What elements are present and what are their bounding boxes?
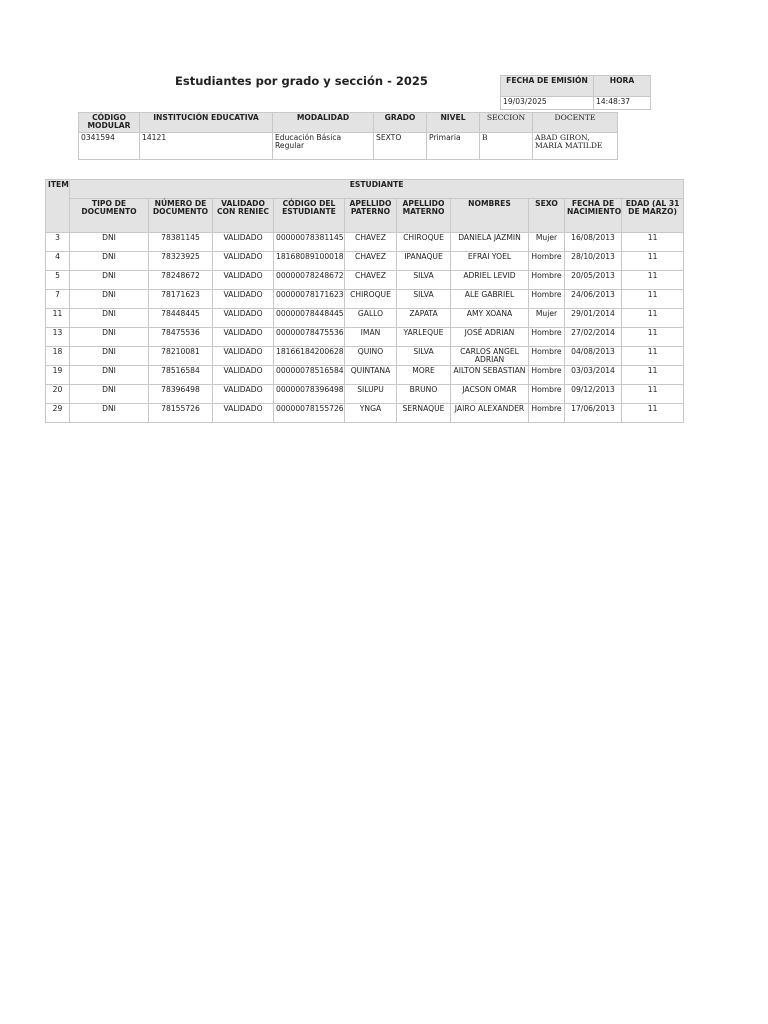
cell-codigo-estudiante: 00000078248672	[274, 271, 345, 290]
cell-apellido-paterno: CHIROQUE	[345, 290, 397, 309]
cell-sexo: Hombre	[529, 328, 565, 347]
cell-nombres: ALE GABRIEL	[451, 290, 529, 309]
table-row	[46, 385, 684, 404]
emission-time-header: HORA	[594, 76, 651, 97]
cell-sexo: Mujer	[529, 233, 565, 252]
header-codigo-estudiante: CÓDIGO DEL ESTUDIANTE	[274, 199, 345, 233]
cell-sexo: Hombre	[529, 290, 565, 309]
cell-apellido-paterno: CHAVEZ	[345, 271, 397, 290]
cell-item: 11	[46, 309, 70, 328]
cell-apellido-materno: SILVA	[397, 271, 451, 290]
header-validado: VALIDADO CON RENIEC	[213, 199, 274, 233]
cell-nombres: CARLOS ANGEL ADRIAN	[451, 347, 529, 366]
value-seccion: B	[480, 133, 533, 160]
cell-sexo: Hombre	[529, 385, 565, 404]
value-institucion: 14121	[140, 133, 273, 160]
cell-apellido-materno: MORE	[397, 366, 451, 385]
table-row	[46, 233, 684, 252]
cell-apellido-paterno: QUINTANA	[345, 366, 397, 385]
cell-fecha-nacimiento: 17/06/2013	[565, 404, 622, 423]
table-row	[46, 404, 684, 423]
header-institucion: INSTITUCIÓN EDUCATIVA	[140, 113, 273, 133]
cell-sexo: Hombre	[529, 404, 565, 423]
cell-edad: 11	[622, 385, 684, 404]
value-codigo-modular: 0341594	[79, 133, 140, 160]
cell-nombres: JOSÉ ADRIAN	[451, 328, 529, 347]
cell-apellido-paterno: CHAVEZ	[345, 233, 397, 252]
header-apellido-materno: APELLIDO MATERNO	[397, 199, 451, 233]
table-row	[46, 271, 684, 290]
header-item: ITEM	[46, 180, 70, 233]
cell-edad: 11	[622, 233, 684, 252]
cell-codigo-estudiante: 00000078448445	[274, 309, 345, 328]
cell-validado: VALIDADO	[213, 271, 274, 290]
cell-validado: VALIDADO	[213, 404, 274, 423]
cell-numero-documento: 78155726	[149, 404, 213, 423]
cell-nombres: ADRIEL LEVID	[451, 271, 529, 290]
cell-sexo: Hombre	[529, 271, 565, 290]
table-row	[46, 328, 684, 347]
cell-item: 5	[46, 271, 70, 290]
header-nivel: NIVEL	[427, 113, 480, 133]
header-fecha-nacimiento: FECHA DE NACIMIENTO	[565, 199, 622, 233]
cell-fecha-nacimiento: 27/02/2014	[565, 328, 622, 347]
header-apellido-paterno: APELLIDO PATERNO	[345, 199, 397, 233]
cell-tipo-documento: DNI	[70, 404, 149, 423]
cell-fecha-nacimiento: 28/10/2013	[565, 252, 622, 271]
cell-apellido-paterno: GALLO	[345, 309, 397, 328]
cell-item: 4	[46, 252, 70, 271]
cell-edad: 11	[622, 366, 684, 385]
header-grado: GRADO	[374, 113, 427, 133]
cell-edad: 11	[622, 309, 684, 328]
table-row	[46, 252, 684, 271]
table-row	[46, 290, 684, 309]
cell-item: 13	[46, 328, 70, 347]
table-row	[46, 309, 684, 328]
cell-apellido-paterno: SILUPU	[345, 385, 397, 404]
cell-apellido-materno: SILVA	[397, 290, 451, 309]
table-row	[46, 347, 684, 366]
cell-nombres: DANIELA JAZMIN	[451, 233, 529, 252]
value-grado: SEXTO	[374, 133, 427, 160]
students-table	[45, 179, 684, 423]
header-estudiante-group: ESTUDIANTE	[70, 180, 684, 199]
value-nivel: Primaria	[427, 133, 480, 160]
cell-codigo-estudiante: 18168089100018	[274, 252, 345, 271]
header-modalidad: MODALIDAD	[273, 113, 374, 133]
cell-edad: 11	[622, 347, 684, 366]
cell-tipo-documento: DNI	[70, 385, 149, 404]
cell-item: 3	[46, 233, 70, 252]
cell-tipo-documento: DNI	[70, 252, 149, 271]
value-modalidad: Educación Básica Regular	[273, 133, 374, 160]
header-docente: DOCENTE	[533, 113, 618, 133]
cell-item: 20	[46, 385, 70, 404]
cell-fecha-nacimiento: 09/12/2013	[565, 385, 622, 404]
cell-apellido-paterno: YNGA	[345, 404, 397, 423]
cell-validado: VALIDADO	[213, 233, 274, 252]
cell-numero-documento: 78381145	[149, 233, 213, 252]
cell-nombres: AMY XOANA	[451, 309, 529, 328]
cell-validado: VALIDADO	[213, 328, 274, 347]
cell-tipo-documento: DNI	[70, 290, 149, 309]
cell-sexo: Mujer	[529, 309, 565, 328]
cell-numero-documento: 78323925	[149, 252, 213, 271]
cell-numero-documento: 78475536	[149, 328, 213, 347]
cell-fecha-nacimiento: 24/06/2013	[565, 290, 622, 309]
cell-nombres: JAIRO ALEXANDER	[451, 404, 529, 423]
cell-validado: VALIDADO	[213, 252, 274, 271]
emission-date: 19/03/2025	[501, 97, 594, 110]
cell-validado: VALIDADO	[213, 385, 274, 404]
cell-tipo-documento: DNI	[70, 366, 149, 385]
cell-item: 29	[46, 404, 70, 423]
cell-sexo: Hombre	[529, 252, 565, 271]
cell-tipo-documento: DNI	[70, 328, 149, 347]
cell-numero-documento: 78516584	[149, 366, 213, 385]
cell-apellido-paterno: IMAN	[345, 328, 397, 347]
cell-tipo-documento: DNI	[70, 309, 149, 328]
cell-item: 19	[46, 366, 70, 385]
cell-tipo-documento: DNI	[70, 271, 149, 290]
cell-item: 18	[46, 347, 70, 366]
cell-apellido-materno: BRUNO	[397, 385, 451, 404]
cell-codigo-estudiante: 18166184200628	[274, 347, 345, 366]
cell-apellido-materno: SERNAQUE	[397, 404, 451, 423]
cell-validado: VALIDADO	[213, 290, 274, 309]
cell-numero-documento: 78448445	[149, 309, 213, 328]
cell-tipo-documento: DNI	[70, 347, 149, 366]
cell-edad: 11	[622, 271, 684, 290]
cell-fecha-nacimiento: 03/03/2014	[565, 366, 622, 385]
value-docente: ABAD GIRON, MARIA MATILDE	[533, 133, 618, 160]
cell-nombres: EFRAI YOEL	[451, 252, 529, 271]
header-edad: EDAD (AL 31 DE MARZO)	[622, 199, 684, 233]
cell-tipo-documento: DNI	[70, 233, 149, 252]
cell-fecha-nacimiento: 16/08/2013	[565, 233, 622, 252]
cell-item: 7	[46, 290, 70, 309]
header-sexo: SEXO	[529, 199, 565, 233]
cell-fecha-nacimiento: 04/08/2013	[565, 347, 622, 366]
cell-edad: 11	[622, 252, 684, 271]
cell-apellido-materno: ZAPATA	[397, 309, 451, 328]
cell-sexo: Hombre	[529, 366, 565, 385]
cell-validado: VALIDADO	[213, 309, 274, 328]
cell-validado: VALIDADO	[213, 347, 274, 366]
cell-apellido-materno: CHIROQUE	[397, 233, 451, 252]
cell-codigo-estudiante: 00000078381145	[274, 233, 345, 252]
cell-numero-documento: 78396498	[149, 385, 213, 404]
cell-edad: 11	[622, 404, 684, 423]
cell-codigo-estudiante: 00000078396498	[274, 385, 345, 404]
cell-apellido-materno: YARLEQUE	[397, 328, 451, 347]
cell-fecha-nacimiento: 29/01/2014	[565, 309, 622, 328]
cell-apellido-materno: SILVA	[397, 347, 451, 366]
header-codigo-modular: CÓDIGO MODULAR	[79, 113, 140, 133]
cell-sexo: Hombre	[529, 347, 565, 366]
cell-numero-documento: 78171623	[149, 290, 213, 309]
emission-time: 14:48:37	[594, 97, 651, 110]
cell-fecha-nacimiento: 20/05/2013	[565, 271, 622, 290]
cell-apellido-paterno: QUINO	[345, 347, 397, 366]
emission-table	[500, 75, 651, 110]
institution-table	[78, 112, 618, 160]
cell-numero-documento: 78248672	[149, 271, 213, 290]
header-nombres: NOMBRES	[451, 199, 529, 233]
cell-edad: 11	[622, 328, 684, 347]
cell-codigo-estudiante: 00000078155726	[274, 404, 345, 423]
cell-codigo-estudiante: 00000078171623	[274, 290, 345, 309]
cell-nombres: JACSON OMAR	[451, 385, 529, 404]
cell-codigo-estudiante: 00000078475536	[274, 328, 345, 347]
table-row	[46, 366, 684, 385]
cell-nombres: AILTON SEBASTIAN	[451, 366, 529, 385]
cell-apellido-paterno: CHAVEZ	[345, 252, 397, 271]
cell-validado: VALIDADO	[213, 366, 274, 385]
students-body	[46, 233, 684, 423]
cell-numero-documento: 78210081	[149, 347, 213, 366]
cell-edad: 11	[622, 290, 684, 309]
header-seccion: SECCION	[480, 113, 533, 133]
cell-apellido-materno: IPANAQUE	[397, 252, 451, 271]
header-numero-documento: NÚMERO DE DOCUMENTO	[149, 199, 213, 233]
cell-codigo-estudiante: 00000078516584	[274, 366, 345, 385]
page-title: Estudiantes por grado y sección - 2025	[175, 74, 428, 88]
emission-date-header: FECHA DE EMISIÓN	[501, 76, 594, 97]
header-tipo-documento: TIPO DE DOCUMENTO	[70, 199, 149, 233]
